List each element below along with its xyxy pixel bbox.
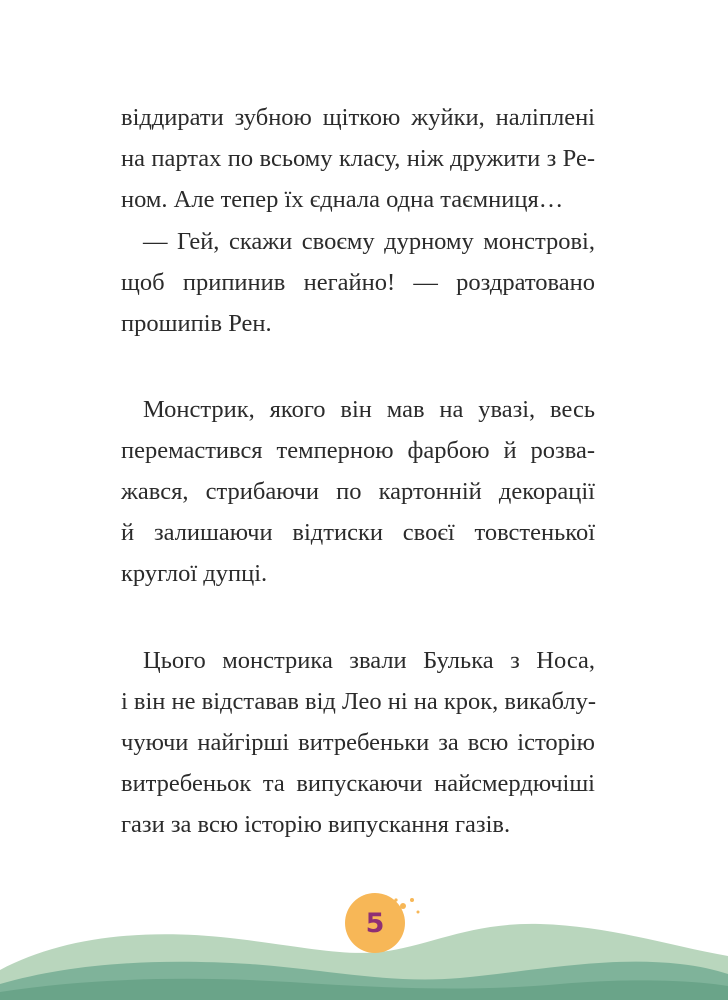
text-line: перемастився темперною фарбою й розва- [121,437,595,464]
paint-dot [417,911,420,914]
text-line: і він не відставав від Лео ні на крок, викаблу- [121,688,597,715]
text-line: віддирати зубною щіткою жуйки, наліплені [121,104,595,131]
text-line: — Гей, скажи своєму дурному монстрові, [143,228,595,255]
text-line: круглої дупці. [121,560,268,587]
text-line: Монстрик, якого він мав на увазі, весь [143,396,595,423]
text-line: Цього монстрика звали Булька з Носа, [143,647,595,674]
paragraph-2 [121,221,595,344]
text-line: чуючи найгірші витребеньки за всю історію [121,729,595,756]
text-line: прошипів Рен. [121,310,272,337]
text-line: витребеньок та випускаючи найсмердючіші [121,770,595,797]
text-line: гази за всю історію випускання газів. [121,811,511,838]
text-line: й залишаючи відтиски своєї товстенької [121,519,595,546]
paragraph-4 [121,640,595,845]
paragraph-1 [121,97,595,220]
paint-dot [410,898,414,902]
text-line: на партах по всьому класу, ніж дружити з Ре- [121,145,595,172]
page-number-badge [345,893,405,953]
text-line: ном. Але тепер їх єднала одна таємниця… [121,186,564,213]
text-line: жався, стрибаючи по картонній декорації [121,478,595,505]
paragraph-3 [121,389,595,594]
page-number: 5 [365,907,385,939]
text-line: щоб припинив негайно! — роздратовано [121,269,595,296]
